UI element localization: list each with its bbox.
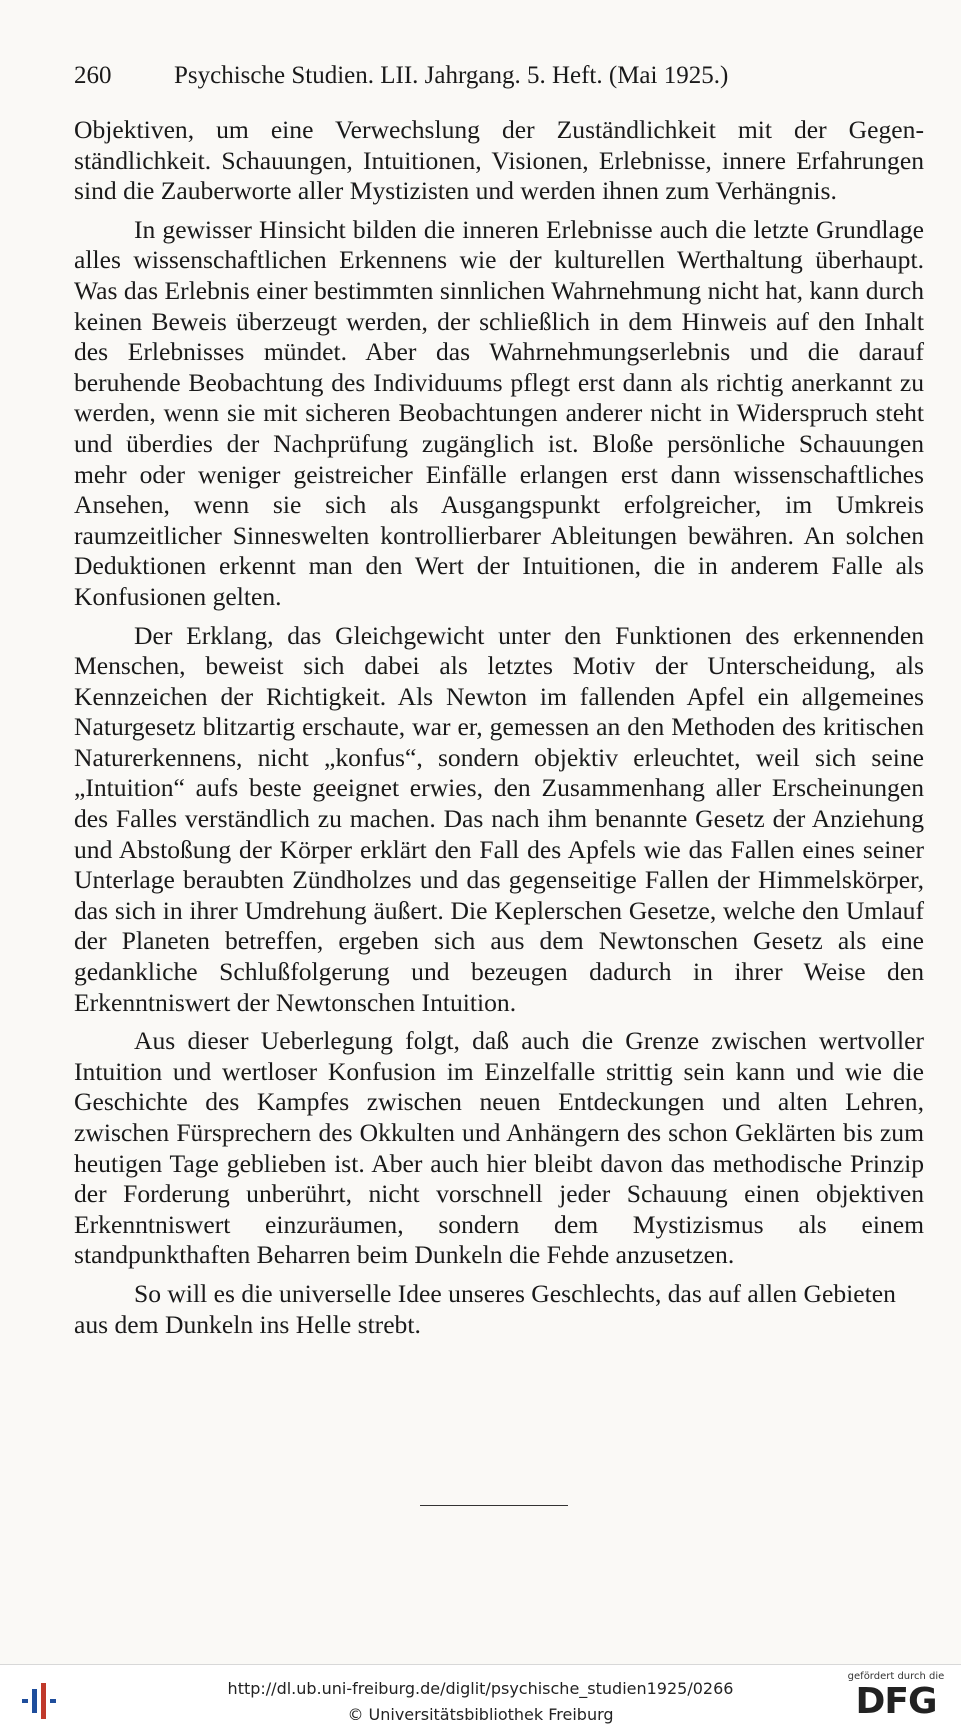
end-rule (420, 1505, 568, 1506)
paragraph-1: Objektiven, um eine Verwechslung der Zuständlichkeit mit der Gegenständlichkeit. Schauungen, Intuitionen, Visionen, Erlebnisse, innere Erfahrungen sind die Zauberworte aller Mystizisten und werden ihnen zum Verhängnis. (74, 115, 924, 206)
running-title: Psychische Studien. LII. Jahrgang. 5. Heft. (Mai 1925.) (174, 62, 729, 89)
paragraph-4: Aus dieser Ueberlegung folgt, daß auch die Grenze zwischen wertvoller Intuition und wertloser Konfusion im Einzelfalle strittig sein kann und wie die Geschichte des Kampfes zwischen neuen Entdeckungen und alten Lehren, zwischen Fürsprechern des Okkulten und Anhängern des schon Geklärten bis zum heutigen Tage geblieben ist. Aber auch hier bleibt davon das methodische Prinzip der Forderung unberührt, nicht vorschnell jeder Schauung einen objektiven Erkenntniswert einzuräumen, sondern dem Mystizismus als einem standpunkthaften Beharren beim Dunkeln die Fehde anzusetzen. (74, 1026, 924, 1270)
running-head (74, 62, 834, 90)
sponsor-caption: gefördert durch die (847, 1671, 945, 1682)
permalink-url[interactable]: http://dl.ub.uni-freiburg.de/diglit/psychische_studien1925/0266 (227, 1679, 734, 1698)
viewer-footer (0, 1664, 961, 1736)
copyright-notice: © Universitätsbibliothek Freiburg (347, 1705, 614, 1724)
dfg-logo[interactable] (841, 1671, 951, 1722)
body-text (74, 115, 924, 1348)
paragraph-5: So will es die universelle Idee unseres Geschlechts, das auf allen Gebieten aus dem Dunkeln ins Helle strebt. (74, 1278, 896, 1339)
dfg-logo-text: DFG (855, 1681, 937, 1722)
paragraph-3: Der Erklang, das Gleichgewicht unter den Funktionen des erkennenden Menschen, beweist sich dabei als letztes Motiv der Unterscheidung, als Kennzeichen der Richtigkeit. Als Newton im fallenden Apfel ein allgemeines Naturgesetz blitzartig erschaute, war er, gemessen an den Methoden des kritischen Naturerkennens, nicht „konfus“, sondern objektiv erleuchtet, weil sich seine „Intuition“ aufs beste geeignet erwies, den Zusammenhang aller Erscheinungen des Falles verständlich zu machen. Das nach ihm benannte Gesetz der Anziehung und Abstoßung der Körper erklärt den Fall des Apfels wie das Fallen eines seiner Unterlage beraubten Zündholzes und das gegenseitige Fallen der Himmelskörper, das sich in ihrer Umdrehung äußert. Die Keplerschen Gesetze, welche den Umlauf der Planeten betreffen, ergeben sich aus dem Newtonschen Gesetz als eine gedankliche Schlußfolgerung und bezeugen dadurch in ihrer Weise den Erkenntniswert der Newtonschen Intuition. (74, 620, 924, 1017)
paragraph-2: In gewisser Hinsicht bilden die inneren Erlebnisse auch die letzte Grundlage alles wissenschaftlichen Erkennens wie der kulturellen Werthaltung überhaupt. Was das Erlebnis einer bestimmten sinnlichen Wahrnehmung nicht hat, kann durch keinen Beweis überzeugt werden, der schließlich in dem Hinweis auf den Inhalt des Erlebnisses mündet. Aber das Wahrnehmungserlebnis und die darauf beruhende Beobachtung des Individuums pflegt erst dann als richtig anerkannt zu werden, wenn sie mit sicheren Beobachtungen anderer nicht in Widerspruch steht und überdies der Nachprüfung zugänglich ist. Bloße persönliche Schauungen mehr oder weniger geistreicher Einfälle erlangen erst dann wissenschaftliches Ansehen, wenn sie sich als Ausgangspunkt erfolgreicher, im Umkreis raumzeitlicher Sinneswelten kontrollierbarer Ableitungen bewähren. An solchen Deduktionen erkennt man den Wert der Intuitionen, die in anderem Falle als Konfusionen gelten. (74, 214, 924, 611)
page-number: 260 (74, 62, 112, 89)
